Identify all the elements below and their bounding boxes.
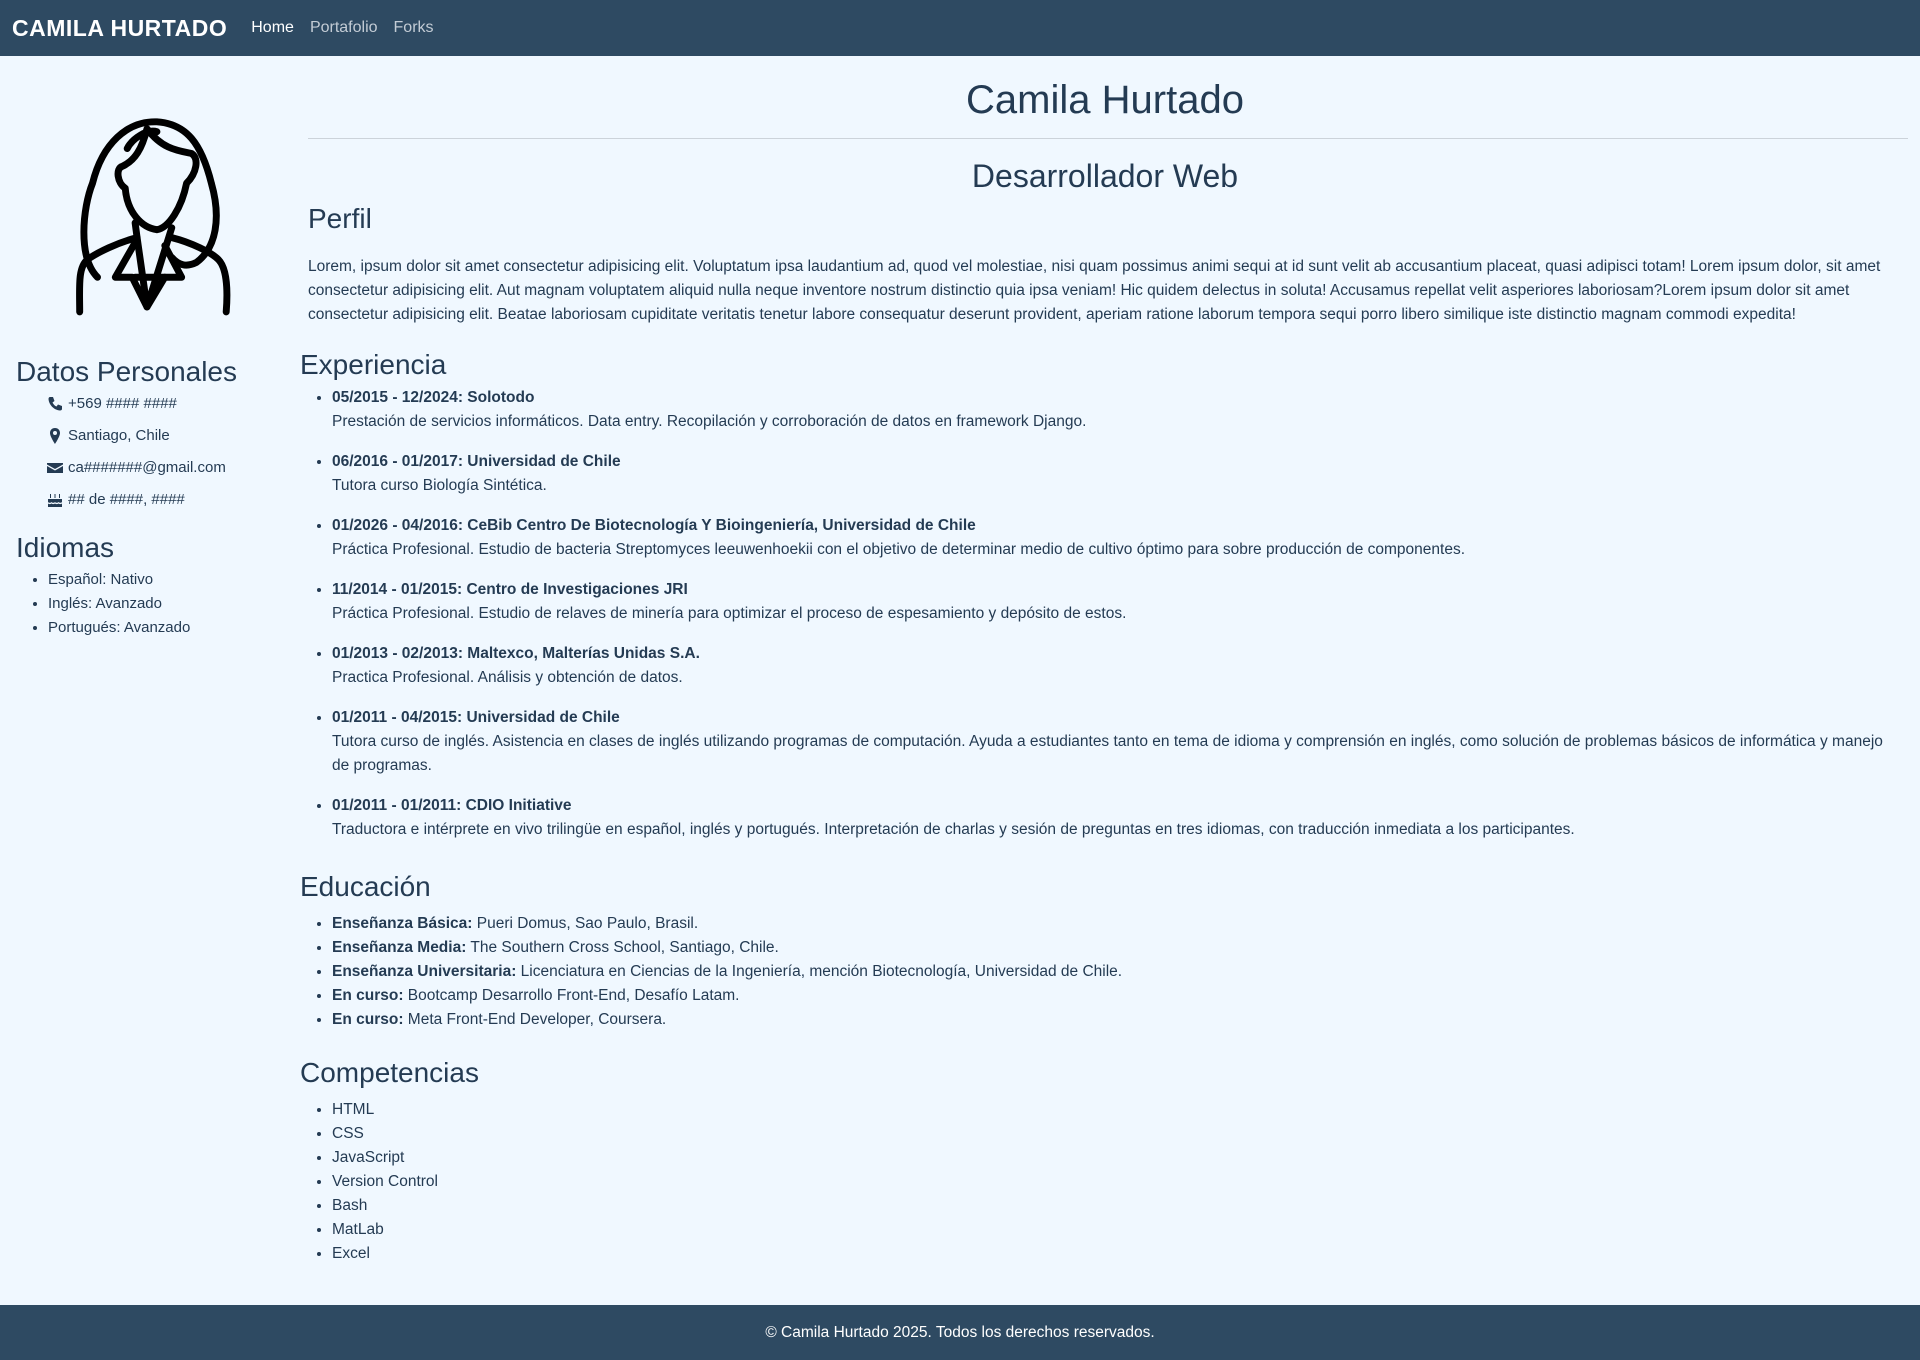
experience-title: 05/2015 - 12/2024: Solotodo [332,389,535,406]
contact-phone: +569 #### #### [47,388,226,420]
list-item: • Portugués: Avanzado [48,616,190,640]
experience-item [332,450,1892,498]
role-title: Desarrollador Web [971,158,1239,194]
education-item [332,984,1122,1008]
education-text: Licenciatura en Ciencias de la Ingeniería, mención Biotecnología, Universidad de Chile. [516,963,1123,980]
copyright-text: © Camila Hurtado 2025. Todos los derechos reservados. [765,1324,1155,1341]
experience-item [332,706,1892,778]
education-label: En curso: [332,987,404,1004]
nav-links [251,16,433,40]
experience-title: 06/2016 - 01/2017: Universidad de Chile [332,453,621,470]
education-label: Enseñanza Universitaria: [332,963,517,980]
contact-location: Santiago, Chile [47,420,226,452]
education-text: The Southern Cross School, Santiago, Chile. [466,939,779,956]
brand-logo[interactable]: CAMILA HURTADO [12,15,228,41]
experience-title: 01/2026 - 04/2016: CeBib Centro De Biotecnología Y Bioingeniería, Universidad de Chile [332,517,976,534]
list-item: • Español: Nativo [48,568,190,592]
personal-data-heading: Datos Personales [16,356,238,387]
navbar [0,0,1920,56]
education-item [332,912,1122,936]
skill-item: • JavaScript [332,1146,438,1170]
experience-item [332,386,1892,434]
experience-item [332,514,1892,562]
profile-heading: Perfil [308,203,372,234]
birthday-cake-icon [47,492,63,508]
experience-list [332,386,1892,858]
experience-item [332,578,1892,626]
contact-email: ca#######@gmail.com [47,452,226,484]
skill-item: • HTML [332,1098,438,1122]
education-label: Enseñanza Básica: [332,915,473,932]
experience-description: Traductora e intérprete en vivo trilingüe en español, inglés y portugués. Interpretación de charlas y sesión de preguntas en tres idiomas, con traducción inmediata a los participantes. [332,821,1575,838]
experience-description: Prestación de servicios informáticos. Data entry. Recopilación y corroboración de datos en framework Django. [332,413,1087,430]
experience-description: Práctica Profesional. Estudio de bacteria Streptomyces leeuwenhoekii con el objetivo de determinar medio de cultivo óptimo para sobre producción de componentes. [332,541,1465,558]
languages-list [48,568,190,640]
skills-heading: Competencias [300,1057,479,1088]
education-item [332,1008,1122,1032]
nav-link-home[interactable]: Home [251,19,294,36]
experience-title: 01/2011 - 01/2011: CDIO Initiative [332,797,572,814]
education-label: En curso: [332,1011,404,1028]
education-item [332,936,1122,960]
skill-item: • Excel [332,1242,438,1266]
education-text: Pueri Domus, Sao Paulo, Brasil. [472,915,699,932]
skill-item: • CSS [332,1122,438,1146]
education-list [332,912,1122,1032]
experience-heading: Experiencia [300,349,447,380]
map-marker-icon [47,428,63,444]
contact-birthday: ## de ####, #### [47,484,226,516]
footer [0,1305,1920,1360]
nav-link-forks[interactable]: Forks [393,19,434,36]
experience-description: Tutora curso de inglés. Asistencia en clases de inglés utilizando programas de computación. Ayuda a estudiantes tanto en tema de idioma y comprensión en inglés, como solución de problemas básicos de informática y manejo de programas. [332,733,1883,774]
phone-icon [47,396,63,412]
woman-avatar-icon [48,88,246,318]
experience-title: 01/2011 - 04/2015: Universidad de Chile [332,709,620,726]
experience-title: 11/2014 - 01/2015: Centro de Investigaciones JRI [332,581,688,598]
education-text: Bootcamp Desarrollo Front-End, Desafío Latam. [403,987,740,1004]
experience-item [332,794,1892,842]
languages-heading: Idiomas [16,532,115,563]
list-item: • Inglés: Avanzado [48,592,190,616]
experience-title: 01/2013 - 02/2013: Maltexco, Malterías Unidas S.A. [332,645,700,662]
education-item [332,960,1122,984]
divider [308,138,1908,139]
experience-description: Práctica Profesional. Estudio de relaves de minería para optimizar el proceso de espesamiento y depósito de estos. [332,605,1127,622]
skill-item: • Version Control [332,1170,438,1194]
profile-text: Lorem, ipsum dolor sit amet consectetur adipisicing elit. Voluptatum ipsa laudantium ad, quod vel molestiae, nisi quam possimus animi sequi at id sunt velit ab accusantium placeat, quasi adipisci totam! Lorem ipsum dolor, sit amet consectetur adipisicing elit. Aut magnam voluptatem aliquid nulla neque inventore nostrum distinctio quia ipsa veniam! Hic quidem delectus in soluta! Accusamus repellat velit asperiores laboriosam?Lorem ipsum dolor sit amet consectetur adipisicing elit. Beatae laboriosam cupiditate veritatis tenetur labore consequatur deserunt provident, aperiam ratione laborum tempora sequi porro libero similique iste distinctio magnam commodi expedita! [308,258,1881,323]
education-heading: Educación [300,871,431,902]
nav-link-portafolio[interactable]: Portafolio [309,19,378,36]
contact-list [47,388,226,516]
skill-item: • MatLab [332,1218,438,1242]
education-text: Meta Front-End Developer, Coursera. [403,1011,667,1028]
envelope-icon [47,460,63,476]
page-title: Camila Hurtado [966,78,1244,122]
education-label: Enseñanza Media: [332,939,467,956]
skill-item: • Bash [332,1194,438,1218]
skills-list [332,1098,438,1266]
experience-description: Practica Profesional. Análisis y obtención de datos. [332,669,683,686]
experience-item [332,642,1892,690]
experience-description: Tutora curso Biología Sintética. [332,477,547,494]
